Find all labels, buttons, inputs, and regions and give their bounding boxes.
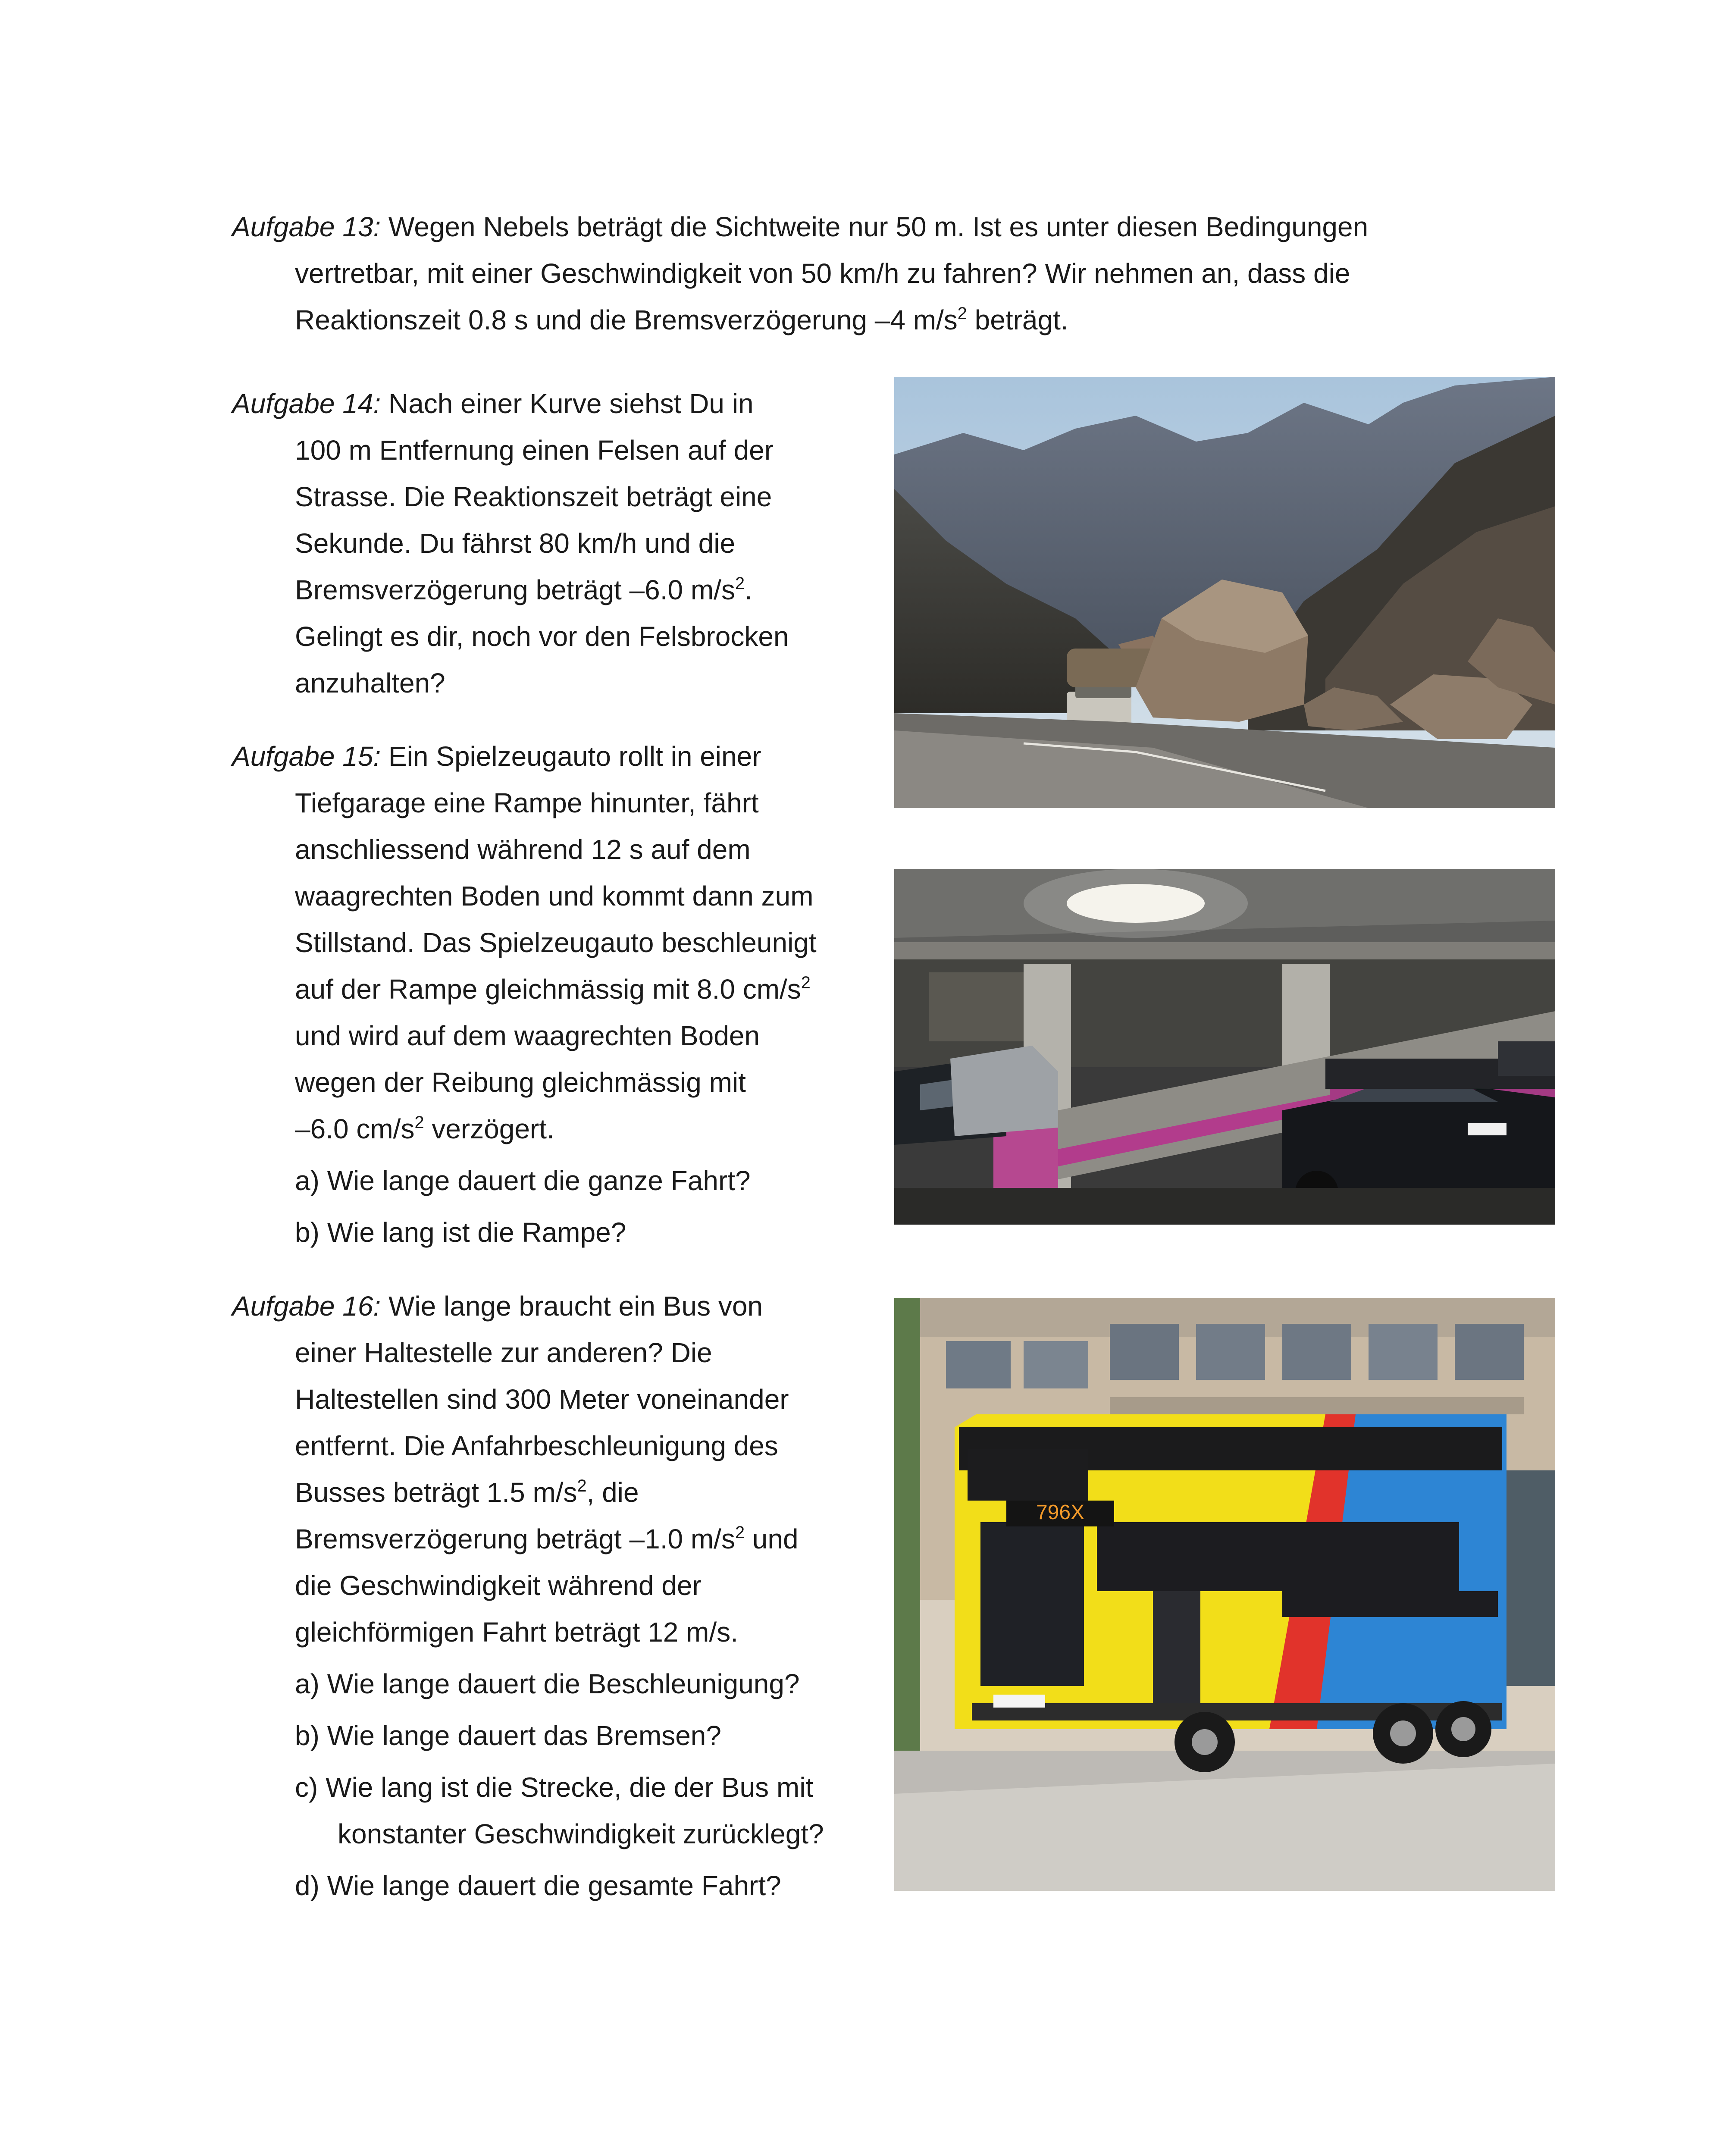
task-14	[232, 380, 870, 706]
task-16-line-5b: , die	[586, 1477, 639, 1508]
task-15-item-b: b) Wie lang ist die Rampe?	[295, 1217, 626, 1248]
task-14-line-3: Strasse. Die Reaktionszeit beträgt eine	[295, 481, 772, 512]
task-15-line-9: –6.0 cm/s	[295, 1113, 415, 1144]
task-16-line-7: die Geschwindigkeit während der	[295, 1570, 702, 1601]
task-13	[232, 204, 1556, 343]
superscript: 2	[735, 574, 745, 593]
task-16-line-2: einer Haltestelle zur anderen? Die	[295, 1337, 712, 1368]
task-15-line-2: Tiefgarage eine Rampe hinunter, fährt	[295, 787, 759, 818]
superscript: 2	[577, 1476, 587, 1496]
task-16-item-c-cont: konstanter Geschwindigkeit zurücklegt?	[338, 1818, 824, 1849]
task-13-label: Aufgabe 13:	[232, 211, 381, 242]
task-13-line-3b: beträgt.	[967, 304, 1068, 335]
bus-destination-sign: 796X	[1036, 1501, 1085, 1524]
task-15-line-1: Ein Spielzeugauto rollt in einer	[381, 741, 761, 772]
task-14-line-6: Gelingt es dir, noch vor den Felsbrocken	[295, 621, 789, 652]
task-16-line-6: Bremsverzögerung beträgt –1.0 m/s	[295, 1523, 735, 1554]
task-16-line-4: entfernt. Die Anfahrbeschleunigung des	[295, 1430, 778, 1461]
superscript: 2	[735, 1523, 745, 1542]
task-16-item-b: b) Wie lange dauert das Bremsen?	[295, 1720, 721, 1751]
task-16-item-d: d) Wie lange dauert die gesamte Fahrt?	[295, 1870, 781, 1901]
task-14-line-7: anzuhalten?	[295, 667, 445, 699]
task-15	[232, 733, 870, 1256]
task-16-line-6b: und	[745, 1523, 799, 1554]
task-13-line-1: Wegen Nebels beträgt die Sichtweite nur 50 m. Ist es unter diesen Bedingungen	[381, 211, 1369, 242]
double-decker-bus-photo	[894, 1298, 1555, 1891]
task-14-line-5b: .	[745, 574, 752, 605]
task-14-line-2: 100 m Entfernung einen Felsen auf der	[295, 435, 774, 466]
superscript: 2	[414, 1113, 424, 1132]
task-15-line-8: wegen der Reibung gleichmässig mit	[295, 1067, 746, 1098]
task-14-label: Aufgabe 14:	[232, 388, 381, 419]
task-13-line-3: Reaktionszeit 0.8 s und die Bremsverzögerung –4 m/s	[295, 304, 958, 335]
task-16-item-c: c) Wie lang ist die Strecke, die der Bus mit	[295, 1772, 814, 1803]
task-16-item-a: a) Wie lange dauert die Beschleunigung?	[295, 1668, 800, 1699]
task-15-line-7: und wird auf dem waagrechten Boden	[295, 1020, 760, 1051]
task-16-line-8: gleichförmigen Fahrt beträgt 12 m/s.	[295, 1617, 739, 1648]
task-15-item-a: a) Wie lange dauert die ganze Fahrt?	[295, 1165, 751, 1196]
task-14-line-1: Nach einer Kurve siehst Du in	[381, 388, 754, 419]
task-14-line-4: Sekunde. Du fährst 80 km/h und die	[295, 528, 736, 559]
superscript: 2	[957, 304, 967, 323]
task-14-line-5: Bremsverzögerung beträgt –6.0 m/s	[295, 574, 735, 605]
task-15-line-5: Stillstand. Das Spielzeugauto beschleunigt	[295, 927, 817, 958]
task-16-label: Aufgabe 16:	[232, 1291, 381, 1322]
task-16	[232, 1283, 870, 1909]
task-16-line-5: Busses beträgt 1.5 m/s	[295, 1477, 577, 1508]
task-16-line-1: Wie lange braucht ein Bus von	[381, 1291, 763, 1322]
task-15-line-4: waagrechten Boden und kommt dann zum	[295, 881, 814, 912]
task-15-line-9b: verzögert.	[424, 1113, 554, 1144]
parking-garage-photo	[894, 869, 1555, 1225]
superscript: 2	[801, 973, 811, 993]
task-16-line-3: Haltestellen sind 300 Meter voneinander	[295, 1384, 789, 1415]
task-15-line-6: auf der Rampe gleichmässig mit 8.0 cm/s	[295, 974, 801, 1005]
task-15-line-3: anschliessend während 12 s auf dem	[295, 834, 751, 865]
task-13-line-2: vertretbar, mit einer Geschwindigkeit von 50 km/h zu fahren? Wir nehmen an, dass die	[295, 258, 1350, 289]
task-15-label: Aufgabe 15:	[232, 741, 381, 772]
rockfall-photo	[894, 377, 1555, 808]
